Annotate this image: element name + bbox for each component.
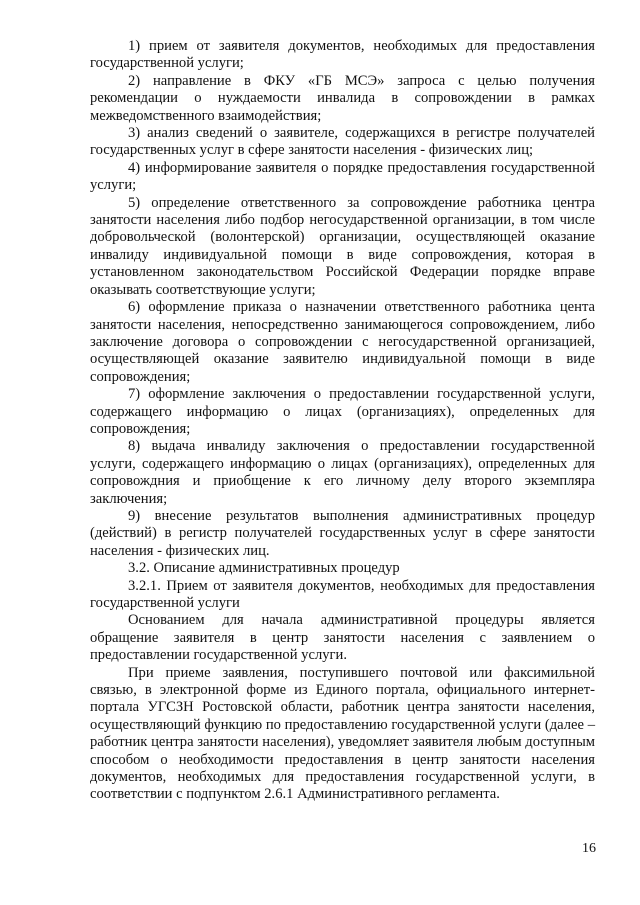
list-item-1: 1) прием от заявителя документов, необходимых для предоставления государственной услуги; bbox=[90, 38, 595, 72]
subsection-heading: 3.2.1. Прием от заявителя документов, необходимых для предоставления государственной услуги bbox=[90, 577, 595, 611]
document-body bbox=[90, 38, 595, 804]
list-item-6: 6) оформление приказа о назначении ответственного работника цента занятости населения, непосредственно занимающегося сопровождением, либо заключение договора о сопровождении с негосударственной организацией, осуществляющей оказание заявителю индивидуальной помощи в виде сопровождения; bbox=[90, 299, 595, 385]
list-item-8: 8) выдача инвалиду заключения о предоставлении государственной услуги, содержащего информацию о лицах (организациях), определенных для сопровождния и приобщение к его личному делу второго экземпляра заключения; bbox=[90, 438, 595, 507]
body-paragraph: Основанием для начала административной процедуры является обращение заявителя в центр занятости населения с заявлением о предоставлении государственной услуги. bbox=[90, 612, 595, 664]
list-item-7: 7) оформление заключения о предоставлении государственной услуги, содержащего информацию о лицах (организациях), определенных для сопровождения; bbox=[90, 386, 595, 437]
page-number: 16 bbox=[582, 841, 596, 856]
list-item-3: 3) анализ сведений о заявителе, содержащихся в регистре получателей государственных услуг в сфере занятости населения - физических лиц; bbox=[90, 125, 595, 159]
list-item-5: 5) определение ответственного за сопровождение работника центра занятости населения либо подбор негосударственной организации, в том числе добровольческой (волонтерской) организации, осуществляющей оказание инвалиду индивидуальной помощи в виде сопровождения, которая в установленном законодательством Российской Федерации порядке вправе оказывать соответствующие услуги; bbox=[90, 194, 595, 298]
section-heading: 3.2. Описание административных процедур bbox=[128, 560, 400, 577]
list-item-4: 4) информирование заявителя о порядке предоставления государственной услуги; bbox=[90, 159, 595, 194]
body-paragraph: При приеме заявления, поступившего почтовой или факсимильной связью, в электронной форме из Единого портала, официального интернет-портала УГСЗН Ростовской области, работник центра занятости населения, осуществляющий функцию по предоставлению государственной услуги (далее – работник центра занятости населения), уведомляет заявителя любым доступным способом о необходимости предоставления в центр занятости населения документов, необходимых для предоставления государственной услуги, в соответствии с подпунктом 2.6.1 Административного регламента. bbox=[90, 664, 595, 803]
list-item-9: 9) внесение результатов выполнения административных процедур (действий) в регистр получателей государственных услуг в сфере занятости населения - физических лиц. bbox=[90, 507, 595, 559]
list-item-2: 2) направление в ФКУ «ГБ МСЭ» запроса с целью получения рекомендации о нуждаемости инвалида в сопровождении в рамках межведомственного взаимодействия; bbox=[90, 72, 595, 124]
